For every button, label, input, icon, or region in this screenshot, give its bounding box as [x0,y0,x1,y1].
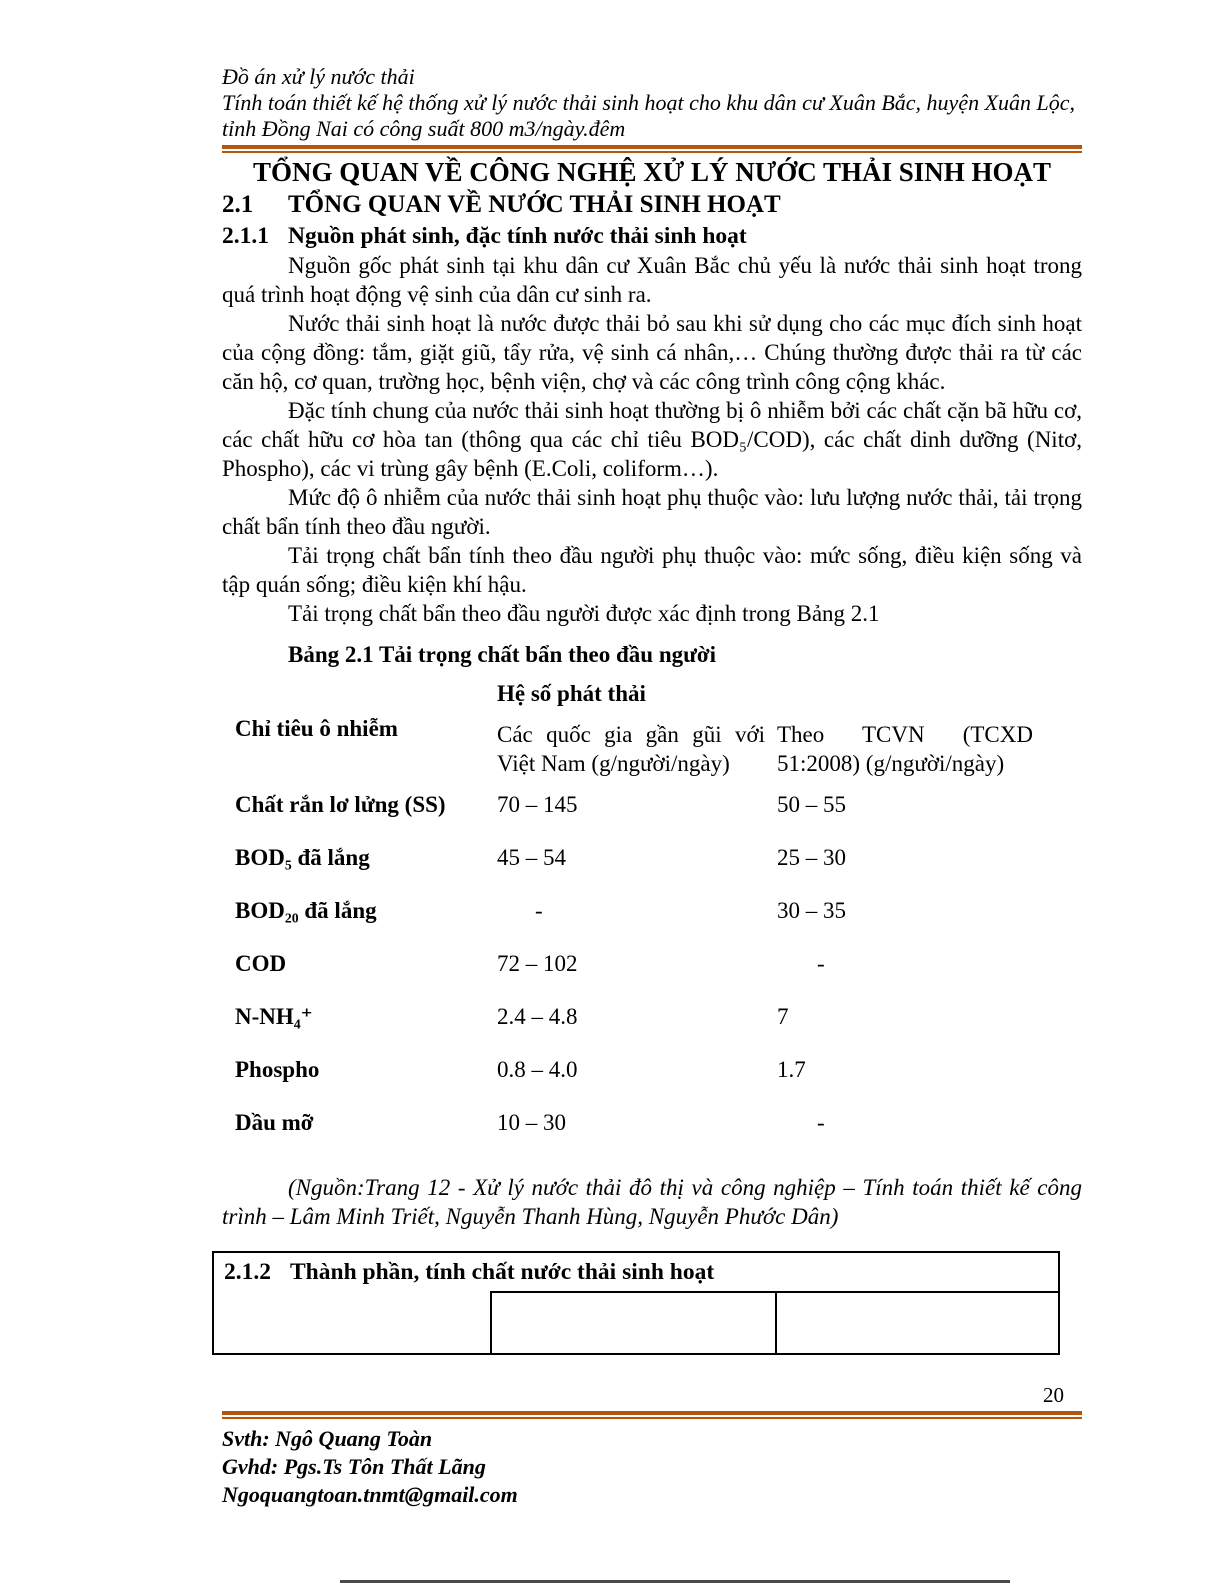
paragraph-source-origin: Nguồn gốc phát sinh tại khu dân cư Xuân Bắc chủ yếu là nước thải sinh hoạt trong quá trình hoạt động vệ sinh của dân cư sinh ra. [222,253,1082,307]
section-2-1-2-title: Thành phần, tính chất nước thải sinh hoạt [290,1259,715,1285]
column-header-neighbor-countries: Các quốc gia gần gũi với Việt Nam (g/người/ngày) [497,722,765,776]
row-value-1: 0.8 – 4.0 [497,1057,578,1082]
section-2-1-2-heading [214,1253,1058,1291]
row-value-2: 50 – 55 [777,792,846,817]
header-rule-thick-line [222,145,1082,149]
table-subheaders [497,720,1082,778]
group-header-emission-factor: Hệ số phát thải [497,681,646,706]
row-value-2: 30 – 35 [777,898,846,923]
row-value-1: 72 – 102 [497,951,578,976]
page-number: 20 [1043,1383,1064,1407]
footer-email: Ngoquangtoan.tnmt@gmail.com [222,1482,518,1507]
table-row [222,778,1082,831]
section-2-1-heading [222,189,1082,221]
table-caption: Bảng 2.1 Tải trọng chất bẩn theo đầu người [288,642,717,667]
page-footer [222,1382,1082,1509]
section-2-1-1-title: Nguồn phát sinh, đặc tính nước thải sinh hoạt [288,223,747,249]
page-header [222,64,1082,142]
row-label: BOD₂₀ đã lắng [235,898,377,923]
table-row [222,1096,1082,1149]
row-label: Chất rắn lơ lửng (SS) [235,792,446,817]
row-value-1: - [535,898,543,923]
header-rule-thin-line [222,151,1082,153]
paragraph-definition: Nước thải sinh hoạt là nước được thải bỏ sau khi sử dụng cho các mục đích sinh hoạt của cộng đồng: tắm, giặt giũ, tẩy rửa, vệ sinh cá nhân,… Chúng thường được thải ra từ các căn hộ, cơ quan, trường học, bệnh viện, chợ và các công trình công cộng khác. [222,311,1082,394]
header-subtitle: Tính toán thiết kế hệ thống xử lý nước thải sinh hoạt cho khu dân cư Xuân Bắc, huyện Xuân Lộc, tỉnh Đồng Nai có công suất 800 m3/ngày.đêm [222,90,1076,141]
source-note: (Nguồn:Trang 12 - Xử lý nước thải đô thị và công nghiệp – Tính toán thiết kế công trình – Lâm Minh Triết, Nguyễn Thanh Hùng, Nguyễn Phước Dân) [222,1175,1082,1229]
paragraph-characteristics: Đặc tính chung của nước thải sinh hoạt thường bị ô nhiễm bởi các chất cặn bã hữu cơ, các chất hữu cơ hòa tan (thông qua các chỉ tiêu BOD₅/COD), các chất dinh dưỡng (Nitơ, Phospho), các vi trùng gây bệnh (E.Coli, coliform…). [222,398,1082,481]
section-2-1-title: TỔNG QUAN VỀ NƯỚC THẢI SINH HOẠT [288,191,781,218]
empty-table-row [214,1291,1058,1353]
footer-rule [222,1411,1082,1419]
section-2-1-2-table-box [212,1251,1060,1355]
section-2-1-number: 2.1 [222,191,254,218]
footer-rule-thick-line [222,1411,1082,1415]
footer-lines [222,1425,1082,1509]
row-value-2: 1.7 [777,1057,806,1082]
row-label: N-NH₄⁺ [235,1004,313,1029]
table-row [222,884,1082,937]
row-label: Phospho [235,1057,320,1082]
pollutant-load-table [222,679,1082,1149]
column-header-criteria: Chỉ tiêu ô nhiễm [235,716,398,741]
next-page-edge [340,1580,1010,1583]
row-value-2: 7 [777,1004,789,1029]
footer-advisor: Gvhd: Pgs.Ts Tôn Thất Lãng [222,1454,486,1479]
row-value-1: 2.4 – 4.8 [497,1004,578,1029]
row-label: Dầu mỡ [235,1110,314,1135]
table-header-right [497,679,1082,778]
paragraph-table-reference: Tải trọng chất bẩn theo đầu người được xác định trong Bảng 2.1 [288,601,880,626]
paragraph-pollution-level: Mức độ ô nhiễm của nước thải sinh hoạt phụ thuộc vào: lưu lượng nước thải, tải trọng chất bẩn tính theo đầu người. [222,485,1082,539]
table-row [222,937,1082,990]
section-2-1-2-number: 2.1.2 [224,1259,271,1285]
section-2-1-1-number: 2.1.1 [222,223,269,249]
header-rule [222,145,1082,153]
header-project-title: Đồ án xử lý nước thải [222,64,415,89]
row-value-1: 10 – 30 [497,1110,566,1135]
column-header-tcvn: Theo TCVN (TCXD 51:2008) (g/người/ngày) [777,722,1033,776]
row-label: COD [235,951,287,976]
chapter-title: TỔNG QUAN VỀ CÔNG NGHỆ XỬ LÝ NƯỚC THẢI SINH HOẠT [252,157,1052,187]
row-value-1: 70 – 145 [497,792,578,817]
footer-rule-thin-line [222,1417,1082,1419]
empty-cell [490,1291,775,1353]
footer-student: Svth: Ngô Quang Toàn [222,1426,433,1451]
empty-cell [214,1291,490,1353]
row-value-2: 25 – 30 [777,845,846,870]
table-row [222,831,1082,884]
section-2-1-1-heading [222,221,1082,251]
row-label: BOD₅ đã lắng [235,845,370,870]
paragraph-load-factors: Tải trọng chất bẩn tính theo đầu người phụ thuộc vào: mức sống, điều kiện sống và tập quán sống; điều kiện khí hậu. [222,543,1082,597]
row-value-2: - [817,951,825,976]
table-header [222,679,1082,778]
empty-cell [775,1291,1058,1353]
table-row [222,990,1082,1043]
row-value-2: - [817,1110,825,1135]
row-value-1: 45 – 54 [497,845,566,870]
table-row [222,1043,1082,1096]
